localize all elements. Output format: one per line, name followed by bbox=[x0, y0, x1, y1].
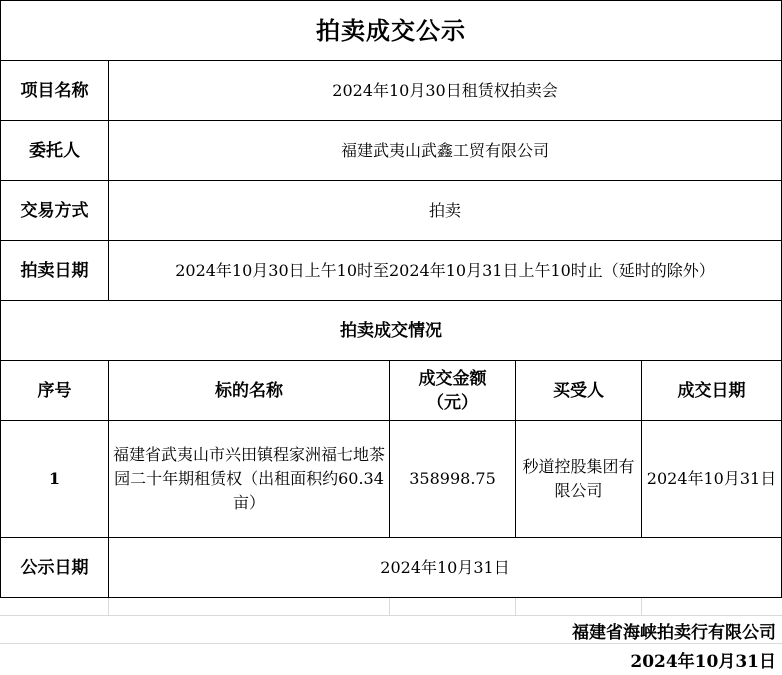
issuer-company: 福建省海峡拍卖行有限公司 bbox=[572, 623, 776, 643]
row-amount: 358998.75 bbox=[390, 421, 516, 538]
column-header-deal-date: 成交日期 bbox=[642, 361, 782, 421]
column-header-amount: 成交金额（元） bbox=[390, 361, 516, 421]
row-buyer: 秒道控股集团有限公司 bbox=[516, 421, 642, 538]
project-name-value: 2024年10月30日租赁权拍卖会 bbox=[109, 61, 782, 121]
column-header-seq: 序号 bbox=[1, 361, 109, 421]
section-title: 拍卖成交情况 bbox=[1, 301, 782, 361]
row-subject: 福建省武夷山市兴田镇程家洲福七地茶园二十年期租赁权（出租面积约60.34亩） bbox=[109, 421, 390, 538]
method-label: 交易方式 bbox=[1, 181, 109, 241]
row-seq: 1 bbox=[1, 421, 109, 538]
auction-date-label: 拍卖日期 bbox=[1, 241, 109, 301]
issue-date: 2024年10月31日 bbox=[630, 652, 776, 672]
row-deal-date: 2024年10月31日 bbox=[642, 421, 782, 538]
auction-date-value: 2024年10月30日上午10时至2024年10月31日上午10时止（延时的除外） bbox=[109, 241, 782, 301]
publicity-date-value: 2024年10月31日 bbox=[109, 538, 782, 598]
project-name-label: 项目名称 bbox=[1, 61, 109, 121]
client-label: 委托人 bbox=[1, 121, 109, 181]
client-value: 福建武夷山武鑫工贸有限公司 bbox=[109, 121, 782, 181]
method-value: 拍卖 bbox=[109, 181, 782, 241]
publicity-date-label: 公示日期 bbox=[1, 538, 109, 598]
table-row bbox=[1, 421, 782, 538]
column-header-buyer: 买受人 bbox=[516, 361, 642, 421]
page-title: 拍卖成交公示 bbox=[1, 1, 782, 61]
column-header-subject: 标的名称 bbox=[109, 361, 390, 421]
